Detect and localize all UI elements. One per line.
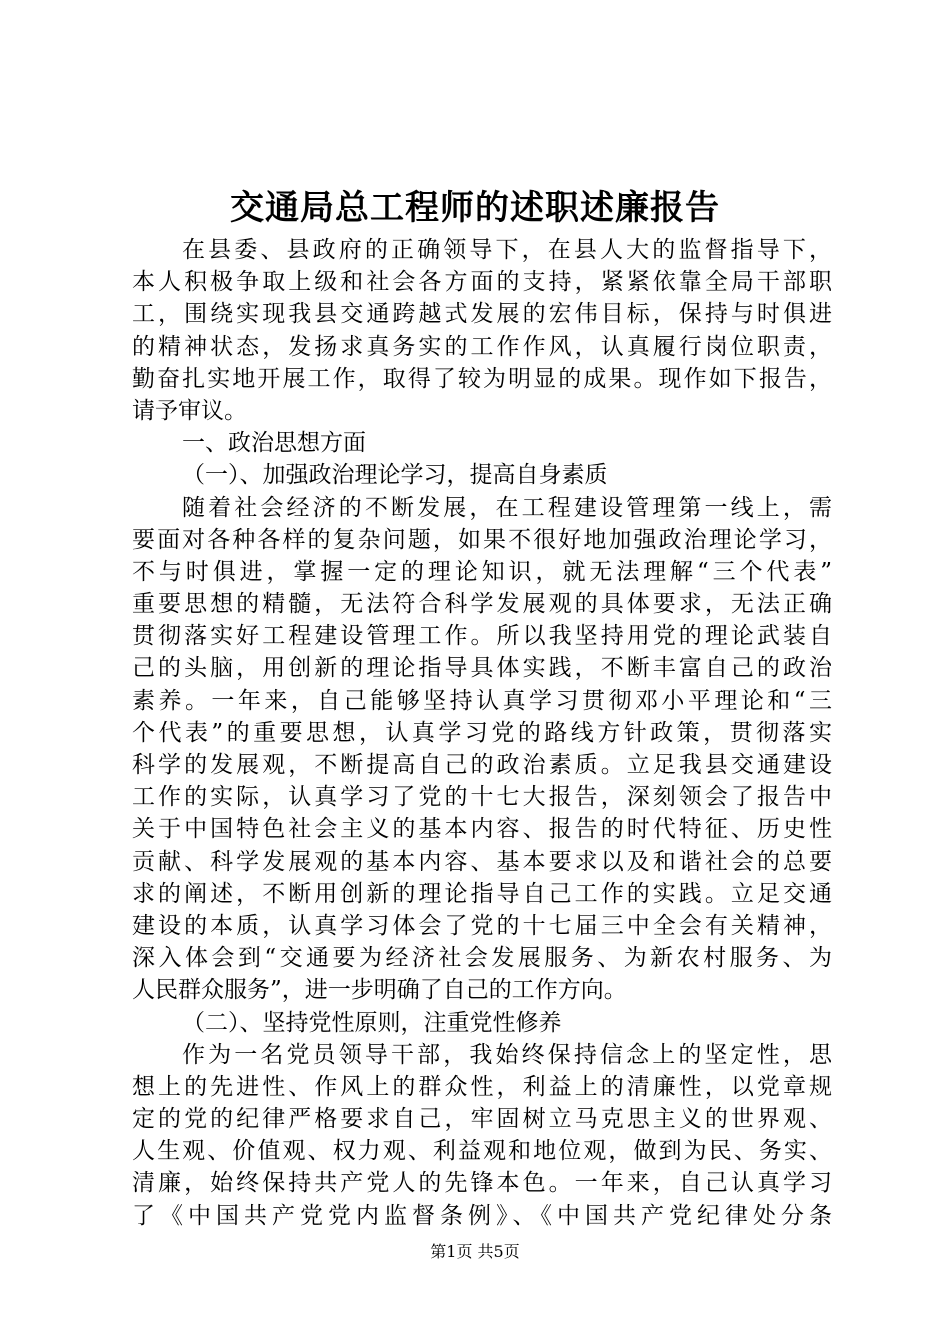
text-line: 了《中国共产党党内监督条例》、《中国共产党纪律处分条 (132, 1202, 832, 1229)
text-line: 重要思想的精髓，无法符合科学发展观的具体要求，无法正确 (132, 591, 832, 618)
document-title: 交通局总工程师的述职述廉报告 (230, 188, 720, 228)
text-line: 己的头脑，用创新的理论指导具体实践，不断丰富自己的政治 (132, 655, 832, 682)
text-line: 人生观、价值观、权力观、利益观和地位观，做到为民、务实、 (132, 1138, 832, 1165)
text-line: 作为一名党员领导干部，我始终保持信念上的坚定性，思 (182, 1041, 832, 1068)
text-line: 求的阐述，不断用创新的理论指导自己工作的实践。立足交通 (132, 880, 832, 907)
text-line: 科学的发展观，不断提高自己的政治素质。立足我县交通建设 (132, 752, 832, 778)
text-line: 深入体会到“交通要为经济社会发展服务、为新农村服务、为 (132, 945, 832, 972)
text-line: 请予审议。 (132, 397, 247, 424)
text-line: 工作的实际，认真学习了党的十七大报告，深刻领会了报告中 (132, 784, 832, 811)
text-line: 本人积极争取上级和社会各方面的支持，紧紧依靠全局干部职 (132, 269, 832, 296)
text-line: 建设的本质，认真学习体会了党的十七届三中全会有关精神， (132, 912, 832, 939)
document-body (132, 234, 832, 1232)
text-line: 关于中国特色社会主义的基本内容、报告的时代特征、历史性 (132, 816, 832, 843)
text-line: 个代表”的重要思想，认真学习党的路线方针政策，贯彻落实 (132, 719, 832, 746)
text-line: 的精神状态，发扬求真务实的工作作风，认真履行岗位职责， (132, 333, 832, 360)
text-line: 想上的先进性、作风上的群众性，利益上的清廉性，以党章规 (132, 1073, 832, 1100)
text-line: 贡献、科学发展观的基本内容、基本要求以及和谐社会的总要 (132, 848, 832, 875)
text-line: 要面对各种各样的复杂问题，如果不很好地加强政治理论学习， (132, 526, 832, 553)
text-line: 在县委、县政府的正确领导下，在县人大的监督指导下， (182, 237, 832, 263)
text-line: 素养。一年来，自己能够坚持认真学习贯彻邓小平理论和“三 (132, 687, 832, 714)
text-line: 工，围绕实现我县交通跨越式发展的宏伟目标，保持与时俱进 (132, 301, 832, 328)
text-line: 人民群众服务”，进一步明确了自己的工作方向。 (132, 977, 627, 1004)
text-line: 清廉，始终保持共产党人的先锋本色。一年来，自己认真学习 (132, 1170, 832, 1197)
text-line: 不与时俱进，掌握一定的理论知识，就无法理解“三个代表” (132, 558, 832, 585)
text-line: 一、政治思想方面 (182, 430, 366, 457)
text-line: 随着社会经济的不断发展，在工程建设管理第一线上，需 (182, 494, 832, 521)
text-line: （一）、加强政治理论学习，提高自身素质 (182, 462, 608, 489)
text-line: 定的党的纪律严格要求自己，牢固树立马克思主义的世界观、 (132, 1106, 832, 1133)
text-line: （二）、坚持党性原则，注重党性修养 (182, 1009, 562, 1036)
text-line: 勤奋扎实地开展工作，取得了较为明显的成果。现作如下报告， (132, 365, 832, 392)
text-line: 贯彻落实好工程建设管理工作。所以我坚持用党的理论武装自 (132, 623, 832, 650)
page-footer: 第1页 共5页 (430, 1242, 520, 1261)
